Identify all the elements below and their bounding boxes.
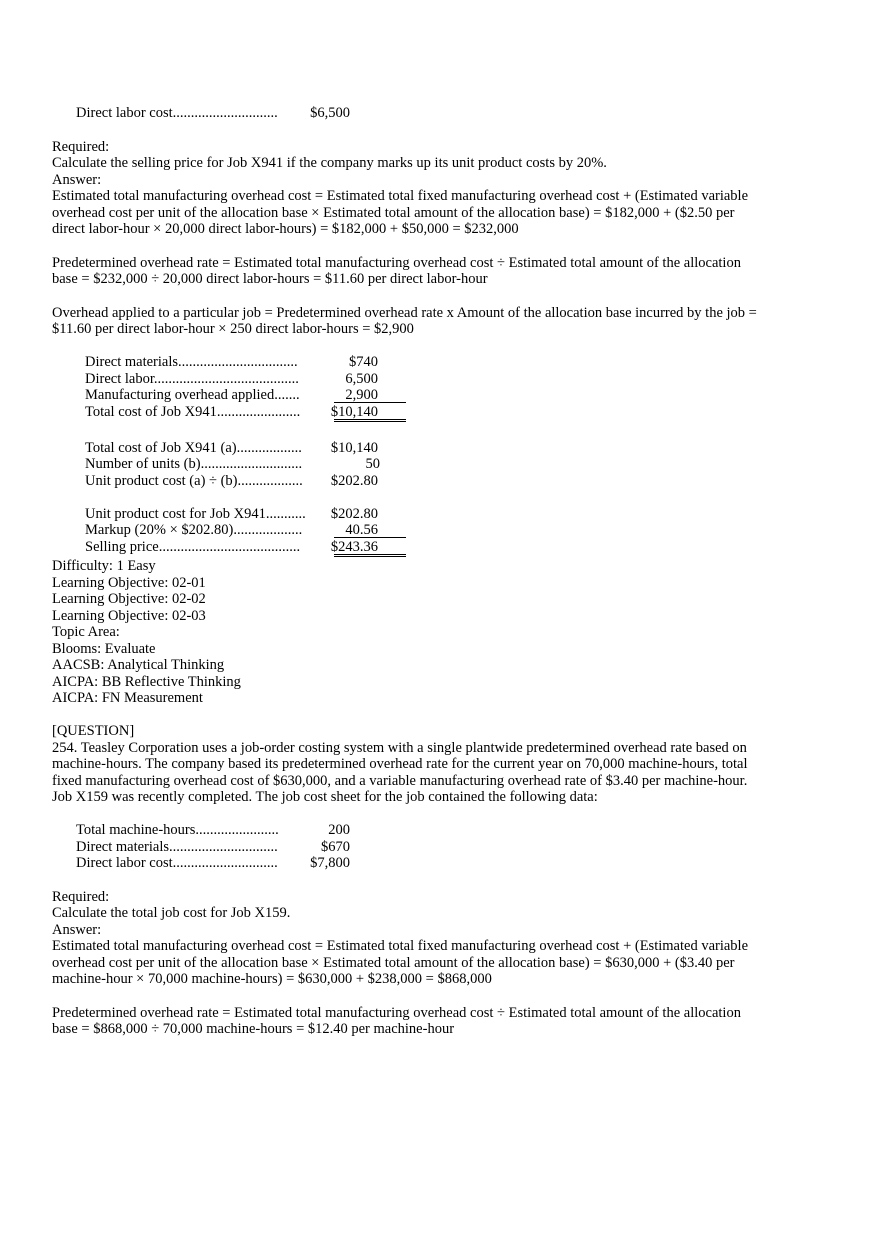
answer-label: Answer: <box>52 172 102 188</box>
table-row-value: $202.80 <box>330 473 378 489</box>
table-row-label: Manufacturing overhead applied....... <box>85 387 300 403</box>
subtotal-underline <box>334 520 406 538</box>
table-row-value: $10,140 <box>330 404 378 420</box>
answer-paragraph-line: overhead cost per unit of the allocation base × Estimated total amount of the allocation base) = $182,000 + ($2.50 per <box>52 205 735 221</box>
table-row-label: Direct labor........................................ <box>85 371 299 387</box>
answer-paragraph-line: $11.60 per direct labor-hour × 250 direct labor-hours = $2,900 <box>52 321 414 337</box>
table-row-label: Direct materials.............................. <box>76 839 278 855</box>
required-text: Calculate the total job cost for Job X159. <box>52 905 291 921</box>
answer-paragraph-line: Predetermined overhead rate = Estimated total manufacturing overhead cost ÷ Estimated total amount of the allocation <box>52 1005 741 1021</box>
table-row-label: Direct materials................................. <box>85 354 298 370</box>
table-row-label: Total cost of Job X941 (a).................. <box>85 440 302 456</box>
answer-paragraph-line: Estimated total manufacturing overhead cost = Estimated total fixed manufacturing overhead cost + (Estimated variable <box>52 188 749 204</box>
total-double-underline <box>334 537 406 557</box>
answer-label: Answer: <box>52 922 102 938</box>
table-row-value: 6,500 <box>345 371 378 387</box>
table-row-value: $10,140 <box>330 440 378 456</box>
answer-paragraph-line: base = $868,000 ÷ 70,000 machine-hours = $12.40 per machine-hour <box>52 1021 455 1037</box>
table-row-label: Total machine-hours....................... <box>76 822 279 838</box>
table-row-value: 50 <box>365 456 380 472</box>
table-row-label: Direct labor cost............................. <box>76 855 278 871</box>
blooms: Blooms: Evaluate <box>52 641 156 657</box>
table-row-label: Total cost of Job X941....................... <box>85 404 301 420</box>
topic-area: Topic Area: <box>52 624 120 640</box>
difficulty: Difficulty: 1 Easy <box>52 558 156 574</box>
total-double-underline <box>334 402 406 422</box>
aicpa: AICPA: FN Measurement <box>52 690 203 706</box>
learning-objective: Learning Objective: 02-03 <box>52 608 206 624</box>
answer-paragraph-line: overhead cost per unit of the allocation base × Estimated total amount of the allocation base) = $630,000 + ($3.40 per <box>52 955 735 971</box>
learning-objective: Learning Objective: 02-02 <box>52 591 206 607</box>
table-row-value: $670 <box>321 839 350 855</box>
required-label: Required: <box>52 889 110 905</box>
table-row-label: Selling price....................................... <box>85 539 301 555</box>
answer-paragraph-line: direct labor-hour × 20,000 direct labor-hours) = $182,000 + $50,000 = $232,000 <box>52 221 519 237</box>
question-stem-line: 254. Teasley Corporation uses a job-order costing system with a single plantwide predetermined overhead rate based on <box>52 740 747 756</box>
aacsb: AACSB: Analytical Thinking <box>52 657 225 673</box>
table-row-value: 40.56 <box>345 522 378 538</box>
question-stem-line: Job X159 was recently completed. The job cost sheet for the job contained the following data: <box>52 789 598 805</box>
required-label: Required: <box>52 139 110 155</box>
learning-objective: Learning Objective: 02-01 <box>52 575 206 591</box>
answer-paragraph-line: base = $232,000 ÷ 20,000 direct labor-hours = $11.60 per direct labor-hour <box>52 271 488 287</box>
table-row-value: 2,900 <box>345 387 378 403</box>
direct-labor-cost-value: $6,500 <box>310 105 350 121</box>
table-row-label: Unit product cost (a) ÷ (b).................. <box>85 473 303 489</box>
answer-paragraph-line: Overhead applied to a particular job = Predetermined overhead rate x Amount of the allocation base incurred by the job = <box>52 305 757 321</box>
table-row-label: Markup (20% × $202.80)................... <box>85 522 303 538</box>
table-row-value: $243.36 <box>330 539 378 555</box>
subtotal-underline <box>334 385 406 403</box>
answer-paragraph-line: Predetermined overhead rate = Estimated total manufacturing overhead cost ÷ Estimated total amount of the allocation <box>52 255 741 271</box>
table-row-value: $7,800 <box>310 855 350 871</box>
direct-labor-cost-row <box>76 105 278 122</box>
table-row-value: $202.80 <box>330 506 378 522</box>
question-tag: [QUESTION] <box>52 723 135 739</box>
direct-labor-cost-label: Direct labor cost............................. <box>76 105 278 121</box>
answer-paragraph-line: Estimated total manufacturing overhead cost = Estimated total fixed manufacturing overhead cost + (Estimated variable <box>52 938 749 954</box>
table-row-label: Number of units (b)............................ <box>85 456 303 472</box>
answer-paragraph-line: machine-hour × 70,000 machine-hours) = $630,000 + $238,000 = $868,000 <box>52 971 492 987</box>
required-text: Calculate the selling price for Job X941 if the company marks up its unit product costs by 20%. <box>52 155 607 171</box>
question-stem-line: fixed manufacturing overhead cost of $630,000, and a variable manufacturing overhead rate of $3.40 per machine-hour. <box>52 773 748 789</box>
table-row-value: 200 <box>328 822 350 838</box>
aicpa: AICPA: BB Reflective Thinking <box>52 674 241 690</box>
table-row-value: $740 <box>349 354 378 370</box>
question-stem-line: machine-hours. The company based its predetermined overhead rate for the current year on 70,000 machine-hours, total <box>52 756 748 772</box>
table-row-label: Unit product cost for Job X941........... <box>85 506 306 522</box>
